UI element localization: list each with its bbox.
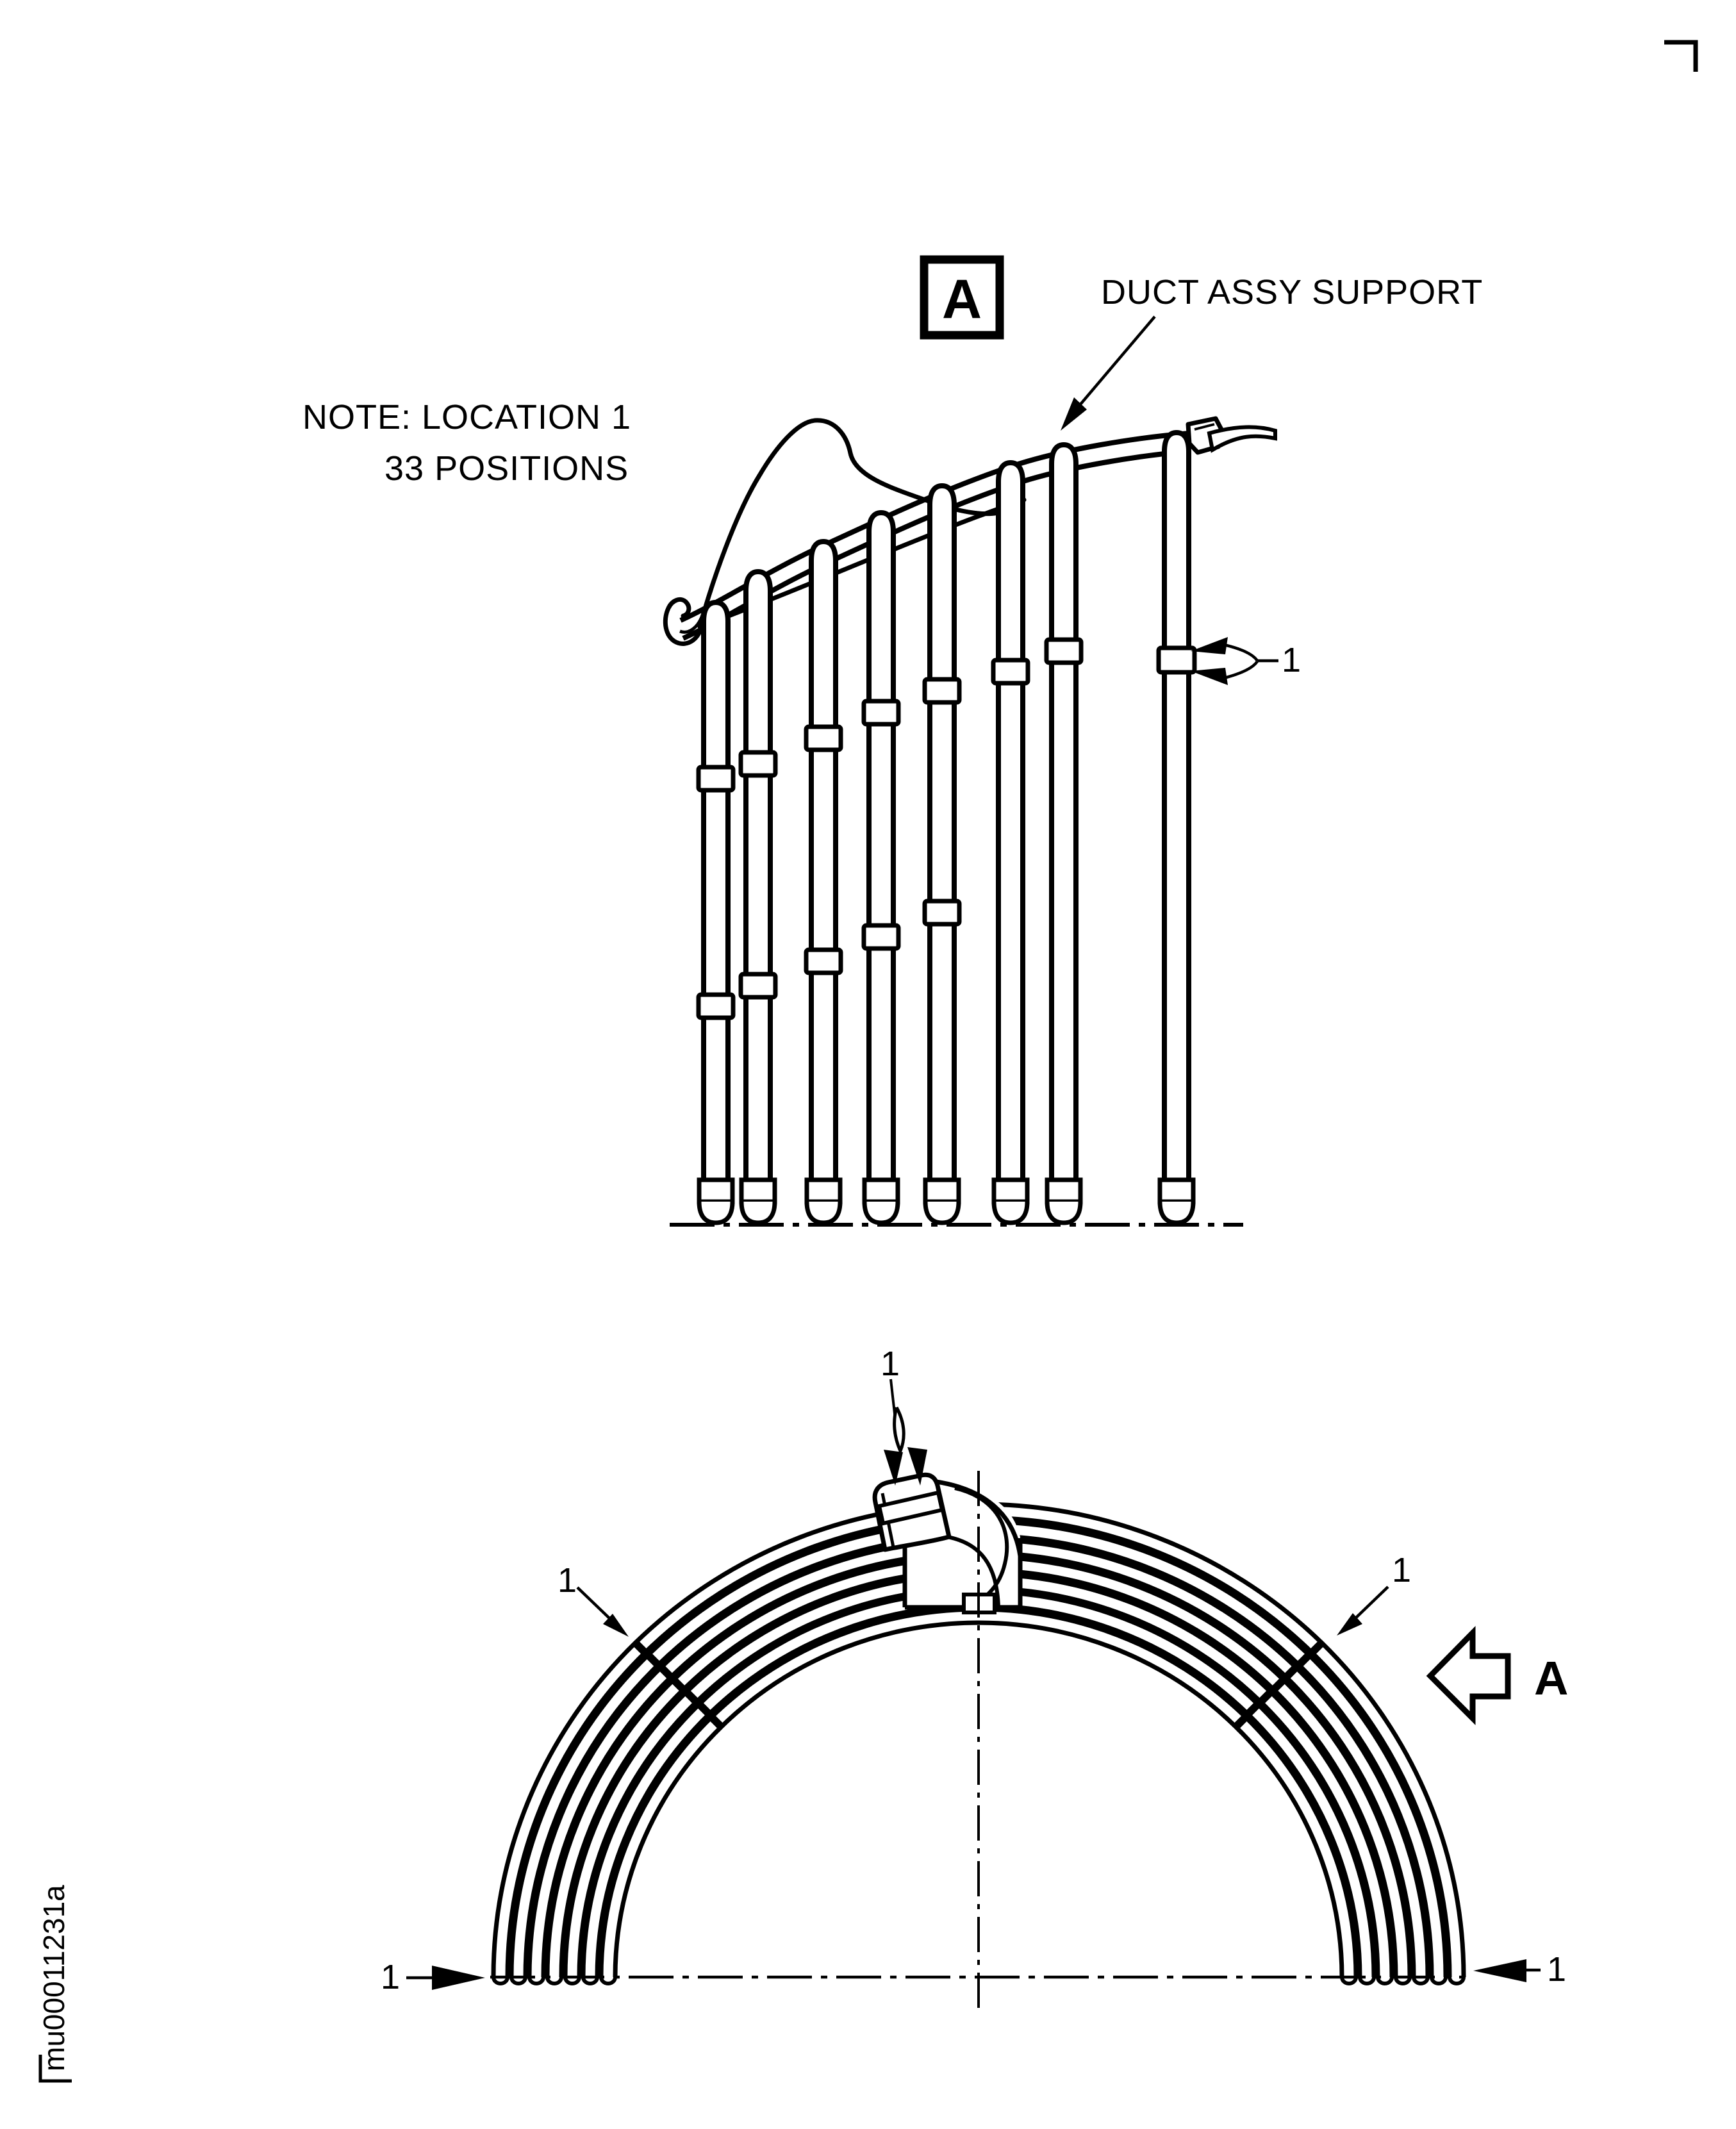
view-arrow-label: A (1534, 1652, 1569, 1705)
bottom-view-figure (381, 1345, 1568, 2009)
callout-number: 1 (381, 1958, 401, 1996)
drawing-id-text: mu00011231a (37, 1885, 70, 2071)
arch-clamp-marks-left (634, 1642, 722, 1728)
callout-1-right-shoulder (1337, 1551, 1411, 1636)
callout-number: 1 (880, 1345, 900, 1383)
callout-1-bottom-right (1473, 1950, 1566, 1989)
top-view-figure (302, 260, 1483, 1225)
page-corner-mark-top-right (1664, 42, 1696, 72)
callout-number: 1 (558, 1561, 577, 1600)
duct-tube (930, 486, 954, 1181)
tube-end (699, 1180, 1193, 1223)
duct-tube (704, 602, 728, 1181)
note-line-2: 33 POSITIONS (384, 449, 629, 488)
duct-tube (1164, 433, 1189, 1181)
duct-tube (811, 542, 836, 1181)
view-arrow-icon (1430, 1633, 1508, 1718)
support-label: DUCT ASSY SUPPORT (1101, 273, 1484, 311)
callout-number: 1 (1547, 1950, 1567, 1989)
duct-tube (869, 513, 893, 1181)
view-direction-arrow-a (1430, 1633, 1568, 1718)
callout-1-bottom-left (381, 1958, 485, 1996)
note-line-1: NOTE: LOCATION 1 (302, 398, 632, 436)
rail-tail-strip (1209, 427, 1275, 450)
apex-elbow-stub (875, 1475, 949, 1550)
duct-tube (998, 463, 1023, 1181)
duct-tube (1052, 445, 1076, 1181)
callout-1-top-view (1191, 637, 1301, 685)
duct-tube-end-caps (699, 1180, 1193, 1223)
arch-clamp-marks-right (1235, 1642, 1323, 1728)
callout-leaf (895, 1407, 904, 1451)
callout-arrowhead (432, 1966, 485, 1990)
clamp-location-1 (1159, 648, 1195, 672)
callout-number: 1 (1392, 1551, 1412, 1589)
callout-1-apex (880, 1345, 927, 1486)
callout-1-left-shoulder (558, 1561, 629, 1637)
callout-arrowhead (1473, 1959, 1526, 1982)
duct-tube (746, 572, 770, 1181)
support-label-leader (1073, 317, 1155, 413)
callout-number: 1 (1282, 641, 1302, 679)
detail-marker-letter: A (941, 269, 982, 330)
